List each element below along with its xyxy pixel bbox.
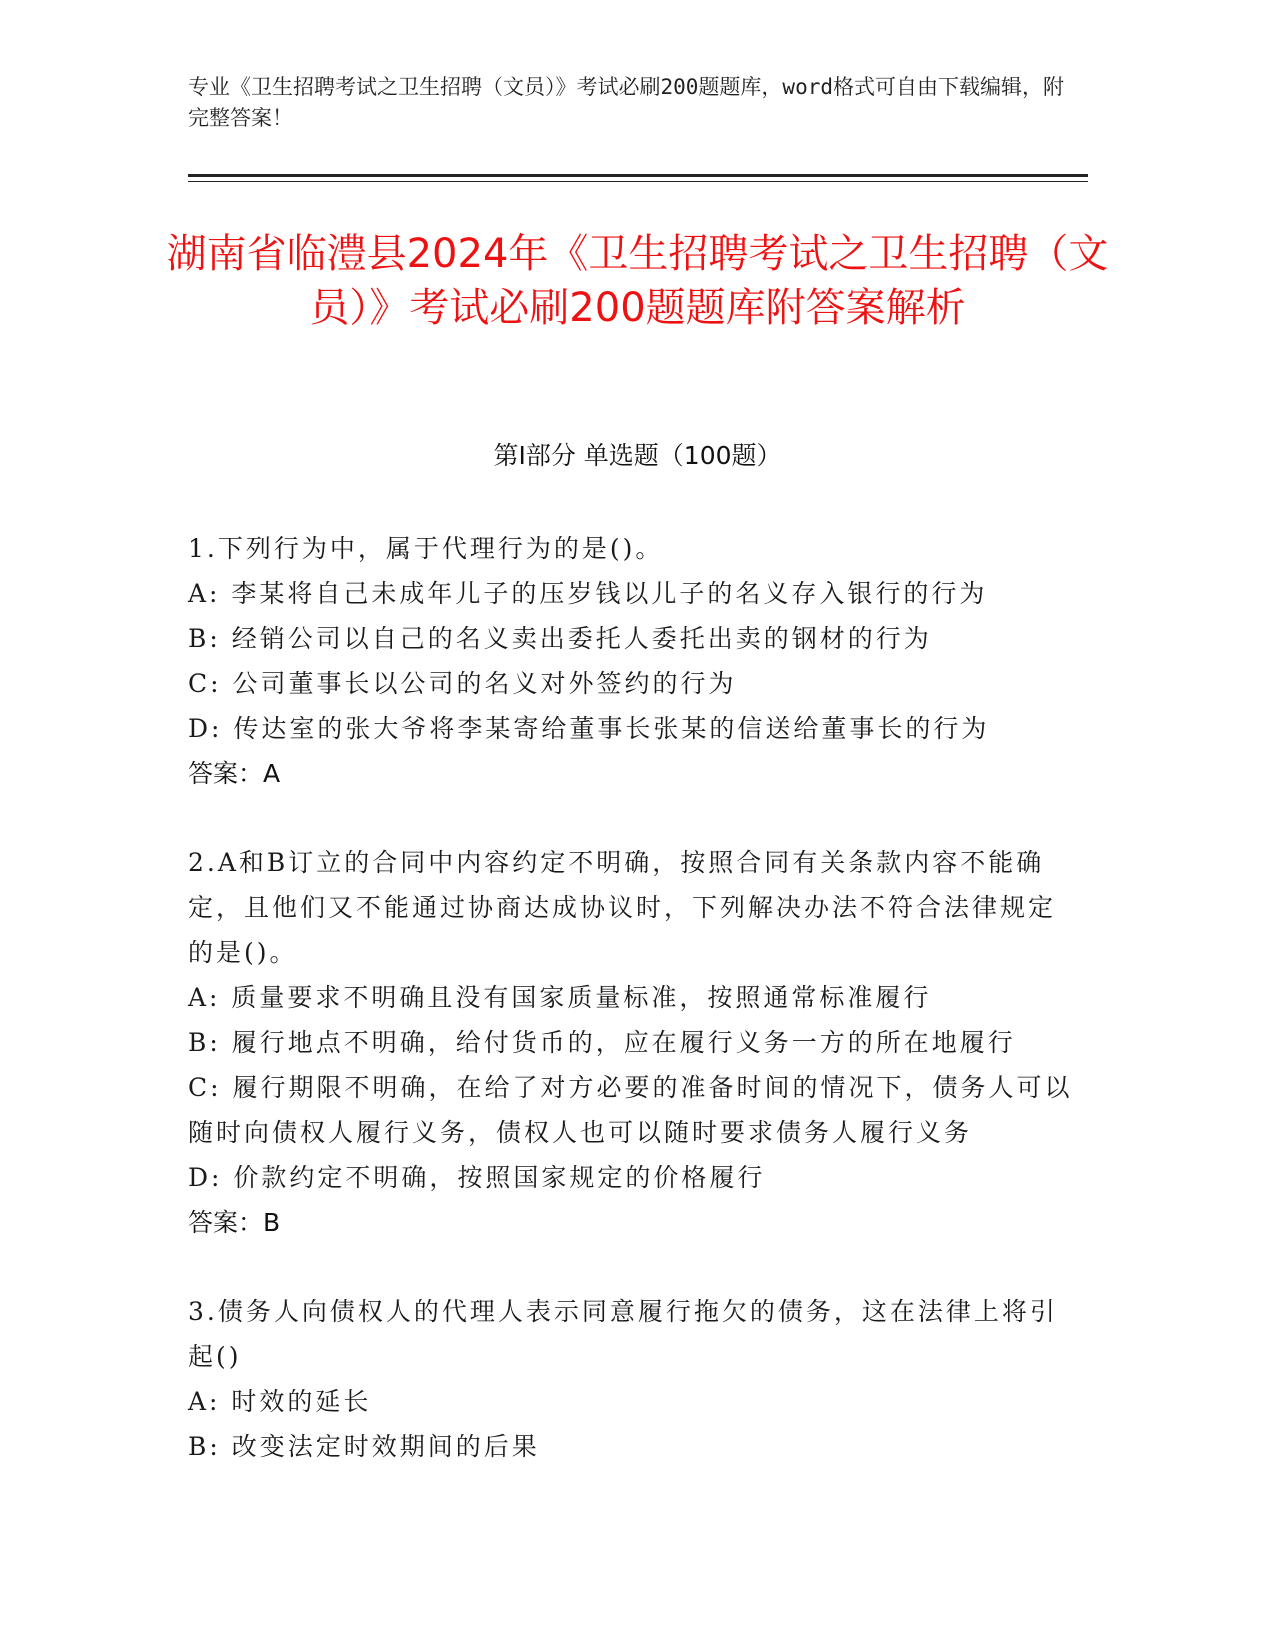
option-d: D: 价款约定不明确，按照国家规定的价格履行 <box>188 1163 766 1192</box>
question-stem: 2.A和B订立的合同中内容约定不明确，按照合同有关条款内容不能确定，且他们又不能通过协商达成协议时，下列解决办法不符合法律规定的是()。 <box>188 848 1057 967</box>
option-b: B: 履行地点不明确，给付货币的，应在履行义务一方的所在地履行 <box>188 1028 1016 1057</box>
option-b: B: 经销公司以自己的名义卖出委托人委托出卖的钢材的行为 <box>188 624 932 653</box>
question-3 <box>188 1289 1078 1469</box>
answer: 答案：B <box>188 1208 281 1237</box>
question-2 <box>188 840 1078 1245</box>
document-title: 湖南省临澧县2024年《卫生招聘考试之卫生招聘（文员）》考试必刷200题题库附答案解析 <box>166 231 1109 331</box>
option-c: C: 履行期限不明确，在给了对方必要的准备时间的情况下，债务人可以随时向债权人履行义务，债权人也可以随时要求债务人履行义务 <box>188 1073 1073 1147</box>
question-list <box>188 526 1078 1513</box>
option-a: A: 李某将自己未成年儿子的压岁钱以儿子的名义存入银行的行为 <box>188 579 988 608</box>
question-stem: 1.下列行为中，属于代理行为的是()。 <box>188 534 664 563</box>
option-d: D: 传达室的张大爷将李某寄给董事长张某的信送给董事长的行为 <box>188 714 990 743</box>
option-a: A: 质量要求不明确且没有国家质量标准，按照通常标准履行 <box>188 983 932 1012</box>
option-a: A: 时效的延长 <box>188 1387 372 1416</box>
question-1 <box>188 526 1078 796</box>
answer: 答案：A <box>188 759 281 788</box>
section-title: 第I部分 单选题（100题） <box>493 441 782 470</box>
header-rule-thick <box>188 174 1088 177</box>
option-b: B: 改变法定时效期间的后果 <box>188 1432 540 1461</box>
header-note: 专业《卫生招聘考试之卫生招聘（文员）》考试必刷200题题库，word格式可自由下载编辑，附完整答案！ <box>188 75 1064 130</box>
option-c: C: 公司董事长以公司的名义对外签约的行为 <box>188 669 737 698</box>
header-rule-thin <box>188 181 1088 182</box>
question-stem: 3.债务人向债权人的代理人表示同意履行拖欠的债务，这在法律上将引起() <box>188 1297 1058 1371</box>
